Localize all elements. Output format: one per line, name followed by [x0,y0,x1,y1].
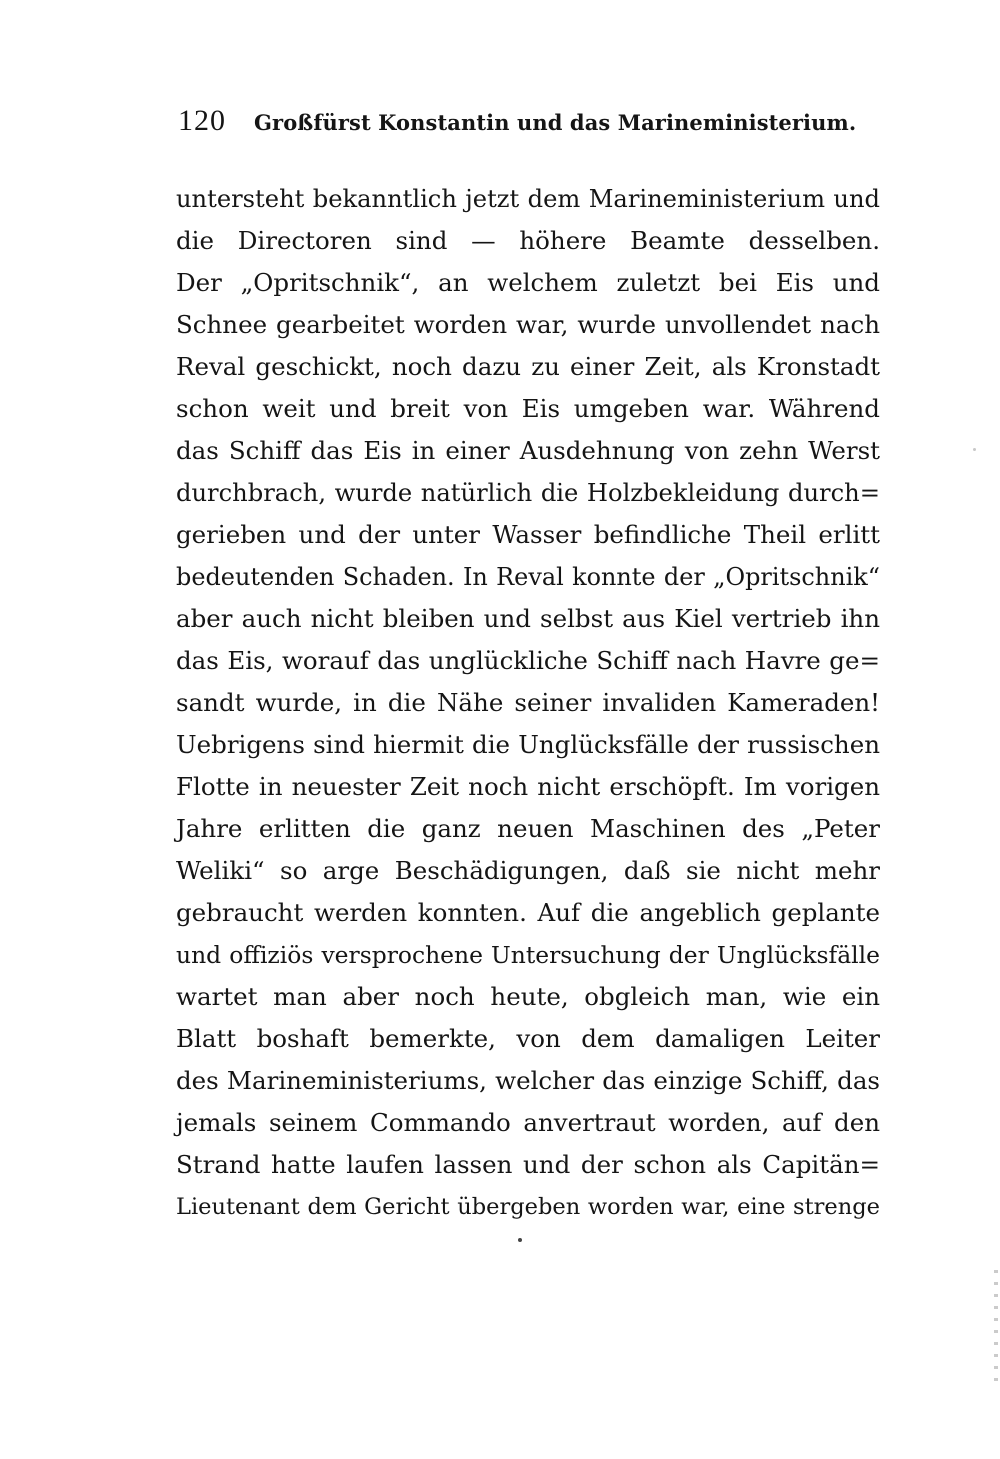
body-text [176,178,880,1228]
text-line: bedeutenden Schaden. In Reval konnte der „Opritschnik“ [176,563,880,591]
text-line: Blatt boshaft bemerkte, von dem damaligen Leiter [176,1024,880,1053]
text-line: Flotte in neuester Zeit noch nicht erschöpft. Im vorigen [176,772,880,801]
text-line: untersteht bekanntlich jetzt dem Marineministerium und [176,185,880,213]
text-line: Strand hatte laufen lassen und der schon als Capitän= [176,1150,880,1179]
ink-speck [518,1238,522,1242]
text-line: jemals seinem Commando anvertraut worden, auf den [176,1108,880,1137]
text-line: wartet man aber noch heute, obgleich man, wie ein [176,982,880,1011]
text-line: Jahre erlitten die ganz neuen Maschinen des „Peter [176,814,880,843]
text-line: des Marineministeriums, welcher das einzige Schiff, das [176,1066,880,1095]
text-line: und offiziös versprochene Untersuchung der Unglücksfälle [176,941,880,969]
text-line: Lieutenant dem Gericht übergeben worden war, eine strenge [176,1194,880,1220]
text-line: gerieben und der unter Wasser befindliche Theil erlitt [176,520,880,549]
page-edge-marks [994,1270,998,1390]
page-number: 120 [178,104,226,137]
ink-speck [973,448,976,451]
text-line: die Directoren sind — höhere Beamte desselben. [176,226,880,255]
text-line: Reval geschickt, noch dazu zu einer Zeit, als Kronstadt [176,352,880,381]
running-title: Großfürst Konstantin und das Marineministerium. [254,110,857,135]
text-line: aber auch nicht bleiben und selbst aus Kiel vertrieb ihn [176,604,880,633]
text-line: gebraucht werden konnten. Auf die angeblich geplante [176,898,880,927]
text-line: sandt wurde, in die Nähe seiner invaliden Kameraden! [176,688,880,717]
text-line: Der „Opritschnik“, an welchem zuletzt bei Eis und [176,268,880,297]
text-line: Schnee gearbeitet worden war, wurde unvollendet nach [176,310,880,339]
page-header [178,104,878,146]
text-line: durchbrach, wurde natürlich die Holzbekleidung durch= [176,479,880,507]
text-line: das Schiff das Eis in einer Ausdehnung von zehn Werst [176,436,880,465]
text-line: Uebrigens sind hiermit die Unglücksfälle der russischen [176,730,880,759]
text-line: schon weit und breit von Eis umgeben war. Während [176,394,880,423]
text-line: Weliki“ so arge Beschädigungen, daß sie nicht mehr [176,856,880,885]
text-line: das Eis, worauf das unglückliche Schiff nach Havre ge= [176,646,880,675]
